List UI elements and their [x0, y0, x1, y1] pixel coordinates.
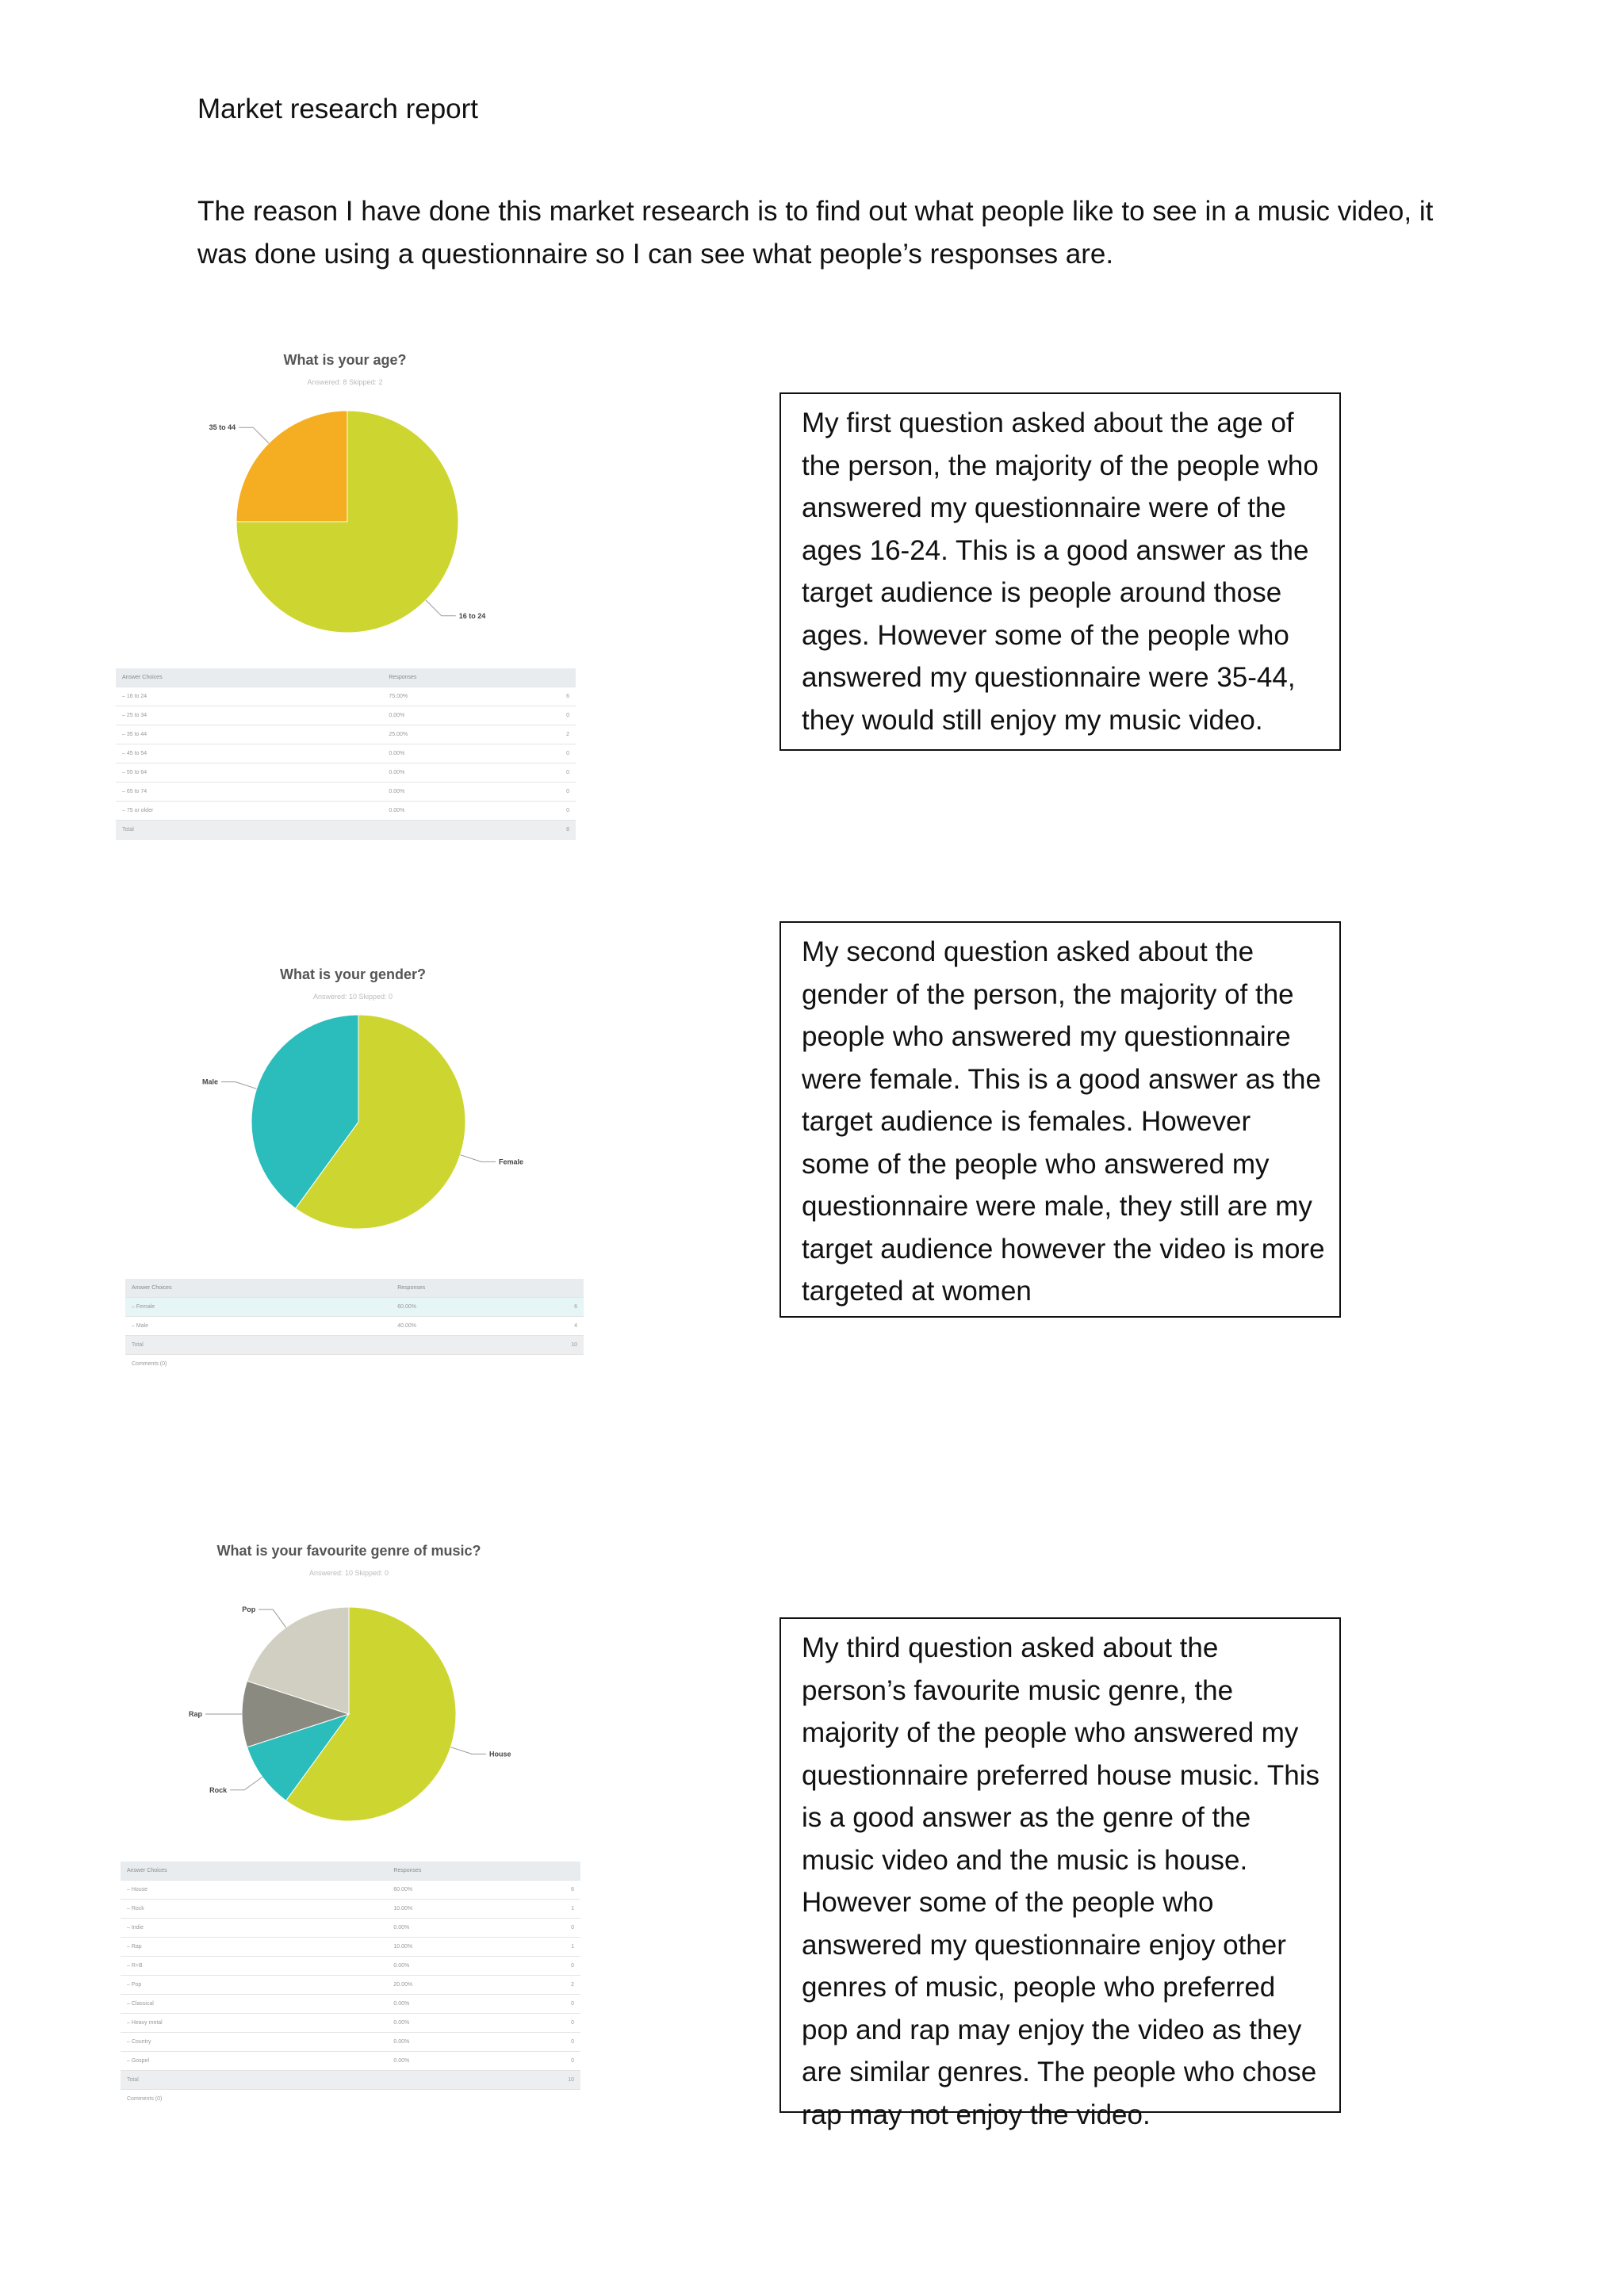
table-row	[121, 2014, 580, 2033]
table-cell: – R+B	[121, 1957, 387, 1976]
table-cell: 40.00%	[391, 1317, 528, 1336]
table-total-row	[121, 2071, 580, 2090]
table-cell: 0	[520, 706, 576, 725]
table-cell: Total	[116, 821, 382, 840]
slice-leader-line	[221, 1082, 257, 1089]
genre-pie-chart	[94, 1532, 601, 1865]
table-row	[116, 687, 576, 706]
age-commentary-box: My first question asked about the age of the person, the majority of the people who answered my questionnaire were of the ages 16-24. This is a good answer as the target audience is people around those ages. However some of the people who answered my questionnaire were 35-44, they would still enjoy my music video.	[779, 392, 1341, 751]
table-cell: Responses	[382, 668, 520, 687]
slice-label: 35 to 44	[209, 423, 236, 432]
table-cell: 60.00%	[387, 1881, 525, 1900]
table-cell: 0.00%	[387, 2014, 525, 2033]
table-total-row	[116, 821, 576, 840]
intro-paragraph: The reason I have done this market research is to find out what people like to see in a music video, it was done using a questionnaire so I can see what people’s responses are.	[197, 196, 1434, 270]
table-row	[121, 2052, 580, 2071]
table-cell: Total	[125, 1336, 391, 1355]
table-cell	[387, 2071, 525, 2090]
slice-label: House	[489, 1750, 511, 1758]
table-cell: – Male	[125, 1317, 391, 1336]
table-row	[121, 1938, 580, 1957]
table-cell: – 35 to 44	[116, 725, 382, 744]
table-cell: Answer Choices	[116, 668, 382, 687]
table-cell: 20.00%	[387, 1976, 525, 1995]
genre-responses-table	[121, 1862, 580, 2108]
table-cell: 2	[520, 725, 576, 744]
table-cell: – Heavy metal	[121, 2014, 387, 2033]
table-cell: 0.00%	[382, 783, 520, 802]
table-cell: – Rap	[121, 1938, 387, 1957]
slice-leader-line	[259, 1609, 285, 1628]
table-row	[121, 1881, 580, 1900]
table-cell: 10	[525, 2071, 580, 2090]
table-cell	[529, 1279, 584, 1298]
table-cell: 0	[520, 783, 576, 802]
table-cell: – Female	[125, 1298, 391, 1317]
table-cell: – Indie	[121, 1919, 387, 1938]
table-cell: 0	[525, 1957, 580, 1976]
slice-label: Female	[499, 1158, 524, 1166]
table-cell: 1	[525, 1938, 580, 1957]
table-cell: 0.00%	[382, 706, 520, 725]
table-row	[116, 725, 576, 744]
genre-commentary-box: My third question asked about the person’s favourite music genre, the majority of the people who answered my questionnaire preferred house music. This is a good answer as the genre of the music video and the music is house. However some of the people who answered my questionnaire enjoy other genres of music, people who preferred pop and rap may enjoy the video as they are similar genres. The people who chose rap may not enjoy the video.	[779, 1617, 1341, 2113]
table-row	[116, 744, 576, 763]
table-cell: 0.00%	[387, 2052, 525, 2071]
table-row	[121, 1919, 580, 1938]
table-cell: – Rock	[121, 1900, 387, 1919]
table-cell	[525, 2090, 580, 2109]
table-total-row	[125, 1336, 584, 1355]
table-row	[121, 1900, 580, 1919]
table-cell: – Classical	[121, 1995, 387, 2014]
gender-commentary-box: My second question asked about the gender of the person, the majority of the people who answered my questionnaire were female. This is a good answer as the target audience is females. However some of the people who answered my questionnaire were male, they still are my target audience however the video is more targeted at women	[779, 921, 1341, 1318]
table-cell: 0	[525, 1919, 580, 1938]
table-cell: 0.00%	[387, 1957, 525, 1976]
table-header-row	[125, 1279, 584, 1298]
slice-label: 16 to 24	[458, 611, 486, 620]
table-cell: – Gospel	[121, 2052, 387, 2071]
table-comments-row	[121, 2090, 580, 2109]
table-cell: 0.00%	[387, 2033, 525, 2052]
table-cell: 0	[525, 1995, 580, 2014]
table-row	[121, 1957, 580, 1976]
table-cell: 0	[525, 2014, 580, 2033]
table-cell: 0	[525, 2052, 580, 2071]
table-cell: 8	[520, 821, 576, 840]
table-cell: 0.00%	[382, 763, 520, 783]
table-cell: – Country	[121, 2033, 387, 2052]
table-cell: 6	[529, 1298, 584, 1317]
gender-pie-chart	[97, 955, 604, 1272]
table-cell: Comments (0)	[127, 2096, 163, 2102]
table-cell: 6	[525, 1881, 580, 1900]
table-cell: Responses	[391, 1279, 528, 1298]
table-cell: – 65 to 74	[116, 783, 382, 802]
table-cell: – House	[121, 1881, 387, 1900]
gender-chart-figure	[97, 955, 604, 1272]
chart-title: What is your age?	[283, 352, 407, 368]
table-cell: Answer Choices	[125, 1279, 391, 1298]
table-row	[116, 763, 576, 783]
table-cell: 0	[525, 2033, 580, 2052]
table-cell: Responses	[387, 1862, 525, 1881]
table-cell: 0.00%	[387, 1919, 525, 1938]
table-cell: 60.00%	[391, 1298, 528, 1317]
table-cell: Comments (0)	[132, 1361, 167, 1367]
slice-leader-line	[450, 1747, 486, 1755]
table-cell	[387, 2090, 525, 2109]
chart-subtitle: Answered: 8 Skipped: 2	[307, 378, 383, 386]
table-cell	[391, 1336, 528, 1355]
table-cell	[525, 1862, 580, 1881]
table-row	[116, 802, 576, 821]
slice-label: Rock	[209, 1785, 228, 1794]
table-cell: 6	[520, 687, 576, 706]
table-cell: 25.00%	[382, 725, 520, 744]
table-cell: 0	[520, 744, 576, 763]
table-cell	[382, 821, 520, 840]
table-cell: 75.00%	[382, 687, 520, 706]
table-cell: – 25 to 34	[116, 706, 382, 725]
slice-leader-line	[460, 1155, 496, 1162]
age-pie-chart	[111, 341, 587, 674]
genre-chart-figure	[94, 1532, 601, 1865]
table-cell: 10.00%	[387, 1938, 525, 1957]
chart-title: What is your gender?	[279, 966, 427, 982]
table-cell: 1	[525, 1900, 580, 1919]
slice-label: Rap	[188, 1710, 202, 1718]
document-title: Market research report	[197, 94, 479, 124]
table-row	[121, 2033, 580, 2052]
table-cell: 10.00%	[387, 1900, 525, 1919]
table-cell: – 45 to 54	[116, 744, 382, 763]
table-cell	[520, 668, 576, 687]
table-cell: – Pop	[121, 1976, 387, 1995]
table-cell: 2	[525, 1976, 580, 1995]
table-row	[116, 706, 576, 725]
slice-label: Pop	[242, 1605, 256, 1614]
chart-title: What is your favourite genre of music?	[216, 1543, 481, 1559]
table-cell: Answer Choices	[121, 1862, 387, 1881]
table-header-row	[121, 1862, 580, 1881]
chart-subtitle: Answered: 10 Skipped: 0	[312, 993, 393, 1001]
table-cell: – 75 or older	[116, 802, 382, 821]
age-responses-table	[116, 668, 576, 840]
table-row	[125, 1298, 584, 1317]
slice-leader-line	[426, 600, 456, 616]
table-cell: Total	[121, 2071, 387, 2090]
slice-label: Male	[201, 1077, 218, 1086]
age-chart-figure	[111, 341, 587, 674]
table-cell: 4	[529, 1317, 584, 1336]
table-row	[116, 783, 576, 802]
table-cell	[391, 1355, 528, 1374]
slice-leader-line	[230, 1777, 262, 1789]
table-row	[125, 1317, 584, 1336]
table-comments-row	[125, 1355, 584, 1374]
table-cell: 0	[520, 802, 576, 821]
table-cell: 0.00%	[387, 1995, 525, 2014]
gender-responses-table	[125, 1279, 584, 1373]
table-cell: 10	[529, 1336, 584, 1355]
table-cell: 0.00%	[382, 802, 520, 821]
chart-subtitle: Answered: 10 Skipped: 0	[308, 1569, 389, 1577]
table-row	[121, 1995, 580, 2014]
table-cell	[529, 1355, 584, 1374]
table-cell: – 55 to 64	[116, 763, 382, 783]
table-cell: 0	[520, 763, 576, 783]
table-header-row	[116, 668, 576, 687]
slice-leader-line	[239, 427, 269, 443]
table-row	[121, 1976, 580, 1995]
table-cell: – 16 to 24	[116, 687, 382, 706]
table-cell: 0.00%	[382, 744, 520, 763]
